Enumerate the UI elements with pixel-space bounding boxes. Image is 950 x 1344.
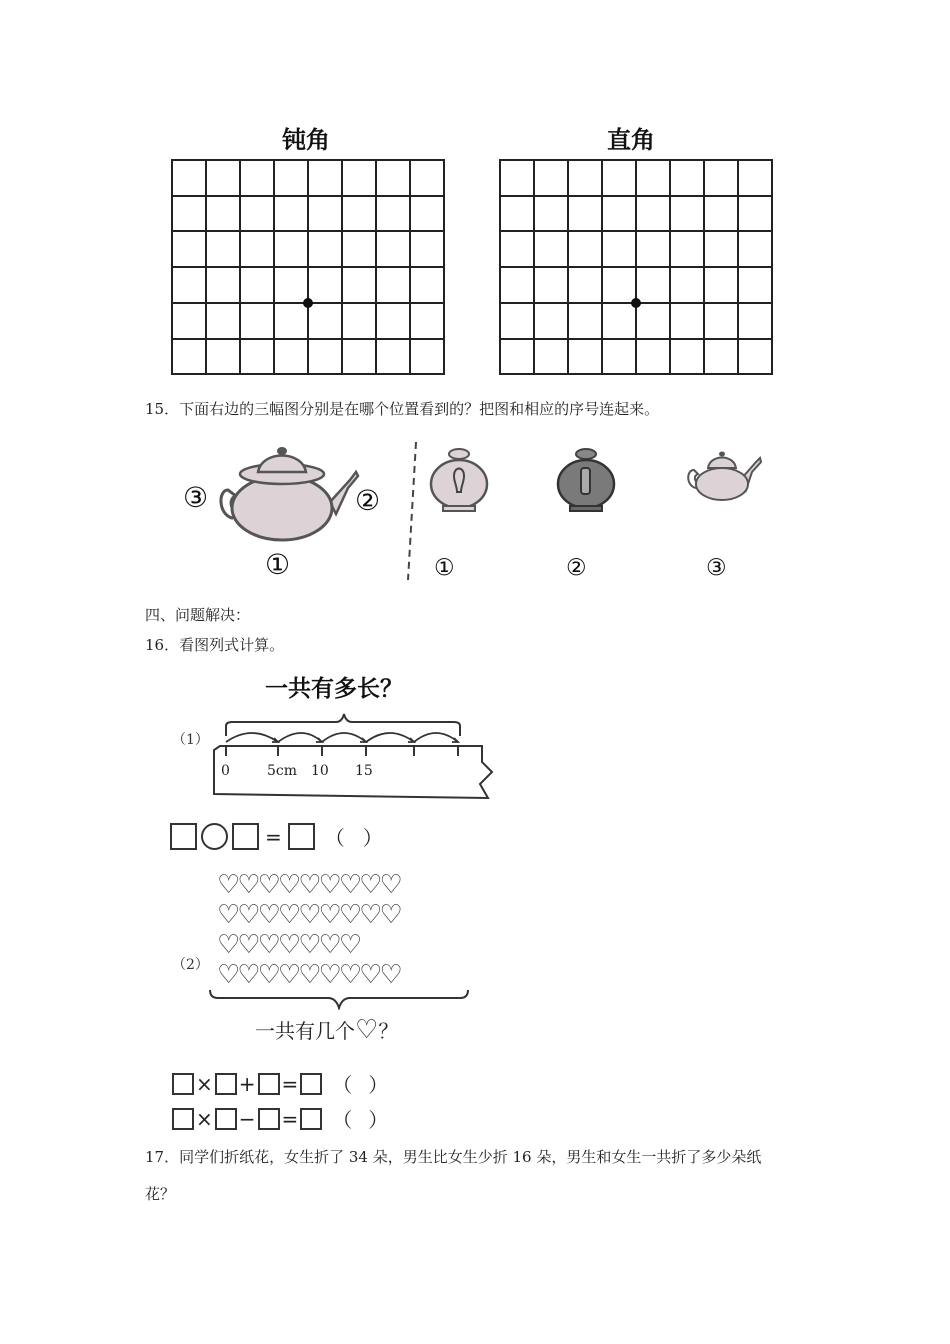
equals-sign: = <box>281 1071 299 1096</box>
answer-box[interactable] <box>258 1108 280 1130</box>
answer-box[interactable] <box>215 1108 237 1130</box>
answer-box[interactable] <box>170 823 197 850</box>
ruler-tick-0: 0 <box>221 763 230 779</box>
ruler-tick-15: 15 <box>355 763 373 779</box>
q16-part1-equation <box>170 822 385 851</box>
times-sign: × <box>196 1106 213 1131</box>
equals-sign: = <box>265 824 282 849</box>
q15-right-label-2: ② <box>566 555 587 581</box>
answer-box[interactable] <box>172 1108 194 1130</box>
grid-right-vertex-dot <box>631 298 641 308</box>
q15-left-label-3: ③ <box>183 481 209 514</box>
paren-open: （ <box>332 1108 353 1132</box>
operator-circle[interactable] <box>201 823 228 850</box>
paren-open: （ <box>324 826 345 850</box>
q16-part2-brace <box>206 988 472 1010</box>
q16-part1-title: 一共有多长？ <box>265 676 403 702</box>
answer-box[interactable] <box>300 1108 322 1130</box>
q17-text-line2: 花？ <box>145 1185 176 1203</box>
grid-right[interactable] <box>498 158 774 376</box>
teapot-view-front-spout <box>555 444 617 514</box>
q16-part2-question <box>255 1015 398 1045</box>
grid-obtuse-vertex-dot <box>303 298 313 308</box>
section4-heading: 四、问题解决： <box>145 606 251 624</box>
grid-obtuse[interactable] <box>170 158 446 376</box>
answer-box[interactable] <box>232 823 259 850</box>
minus-sign: − <box>238 1106 256 1131</box>
q16-part1-label: （1） <box>172 732 209 748</box>
teapot-main-illustration <box>218 442 360 542</box>
q17-text-line1: 17．同学们折纸花，女生折了 34 朵，男生比女生少折 16 朵，男生和女生一共折了多少朵纸 <box>145 1148 762 1166</box>
q15-right-label-1: ① <box>434 555 455 581</box>
hearts-row: ♡♡♡♡♡♡♡♡♡ <box>217 870 400 900</box>
q16-part2-equation-2 <box>172 1104 390 1133</box>
q15-left-label-1: ① <box>265 548 291 581</box>
paren-close: ） <box>368 1108 389 1132</box>
answer-box[interactable] <box>288 823 315 850</box>
heart-icon: ♡ <box>355 1015 379 1045</box>
hearts-row: ♡♡♡♡♡♡♡♡♡ <box>217 900 400 930</box>
q16-ruler-diagram <box>210 702 495 802</box>
grid-title-obtuse: 钝角 <box>282 126 330 154</box>
plus-sign: + <box>238 1071 256 1096</box>
q16-part2-equation-1 <box>172 1069 390 1098</box>
teapot-view-side <box>686 446 762 504</box>
question-mark: ？ <box>378 1019 399 1043</box>
answer-box[interactable] <box>215 1073 237 1095</box>
hearts-row: ♡♡♡♡♡♡♡♡♡ <box>217 960 400 990</box>
ruler-tick-10: 10 <box>311 763 329 779</box>
answer-box[interactable] <box>258 1073 280 1095</box>
q16-text: 16．看图列式计算。 <box>145 636 285 654</box>
hearts-row: ♡♡♡♡♡♡♡ <box>217 930 360 960</box>
q16-part2-label: （2） <box>172 957 209 973</box>
teapot-view-front-handle <box>428 444 490 514</box>
paren-close: ） <box>362 826 383 850</box>
grid-title-right: 直角 <box>607 126 655 154</box>
question-text: 一共有几个 <box>255 1019 355 1043</box>
equals-sign: = <box>281 1106 299 1131</box>
answer-box[interactable] <box>172 1073 194 1095</box>
q15-text: 15．下面右边的三幅图分别是在哪个位置看到的？把图和相应的序号连起来。 <box>145 400 660 418</box>
q15-dashed-divider <box>404 440 420 582</box>
answer-box[interactable] <box>300 1073 322 1095</box>
paren-open: （ <box>332 1073 353 1097</box>
q15-right-label-3: ③ <box>706 555 727 581</box>
ruler-tick-5cm: 5cm <box>267 763 298 779</box>
q15-left-label-2: ② <box>355 484 381 517</box>
paren-close: ） <box>368 1073 389 1097</box>
times-sign: × <box>196 1071 213 1096</box>
